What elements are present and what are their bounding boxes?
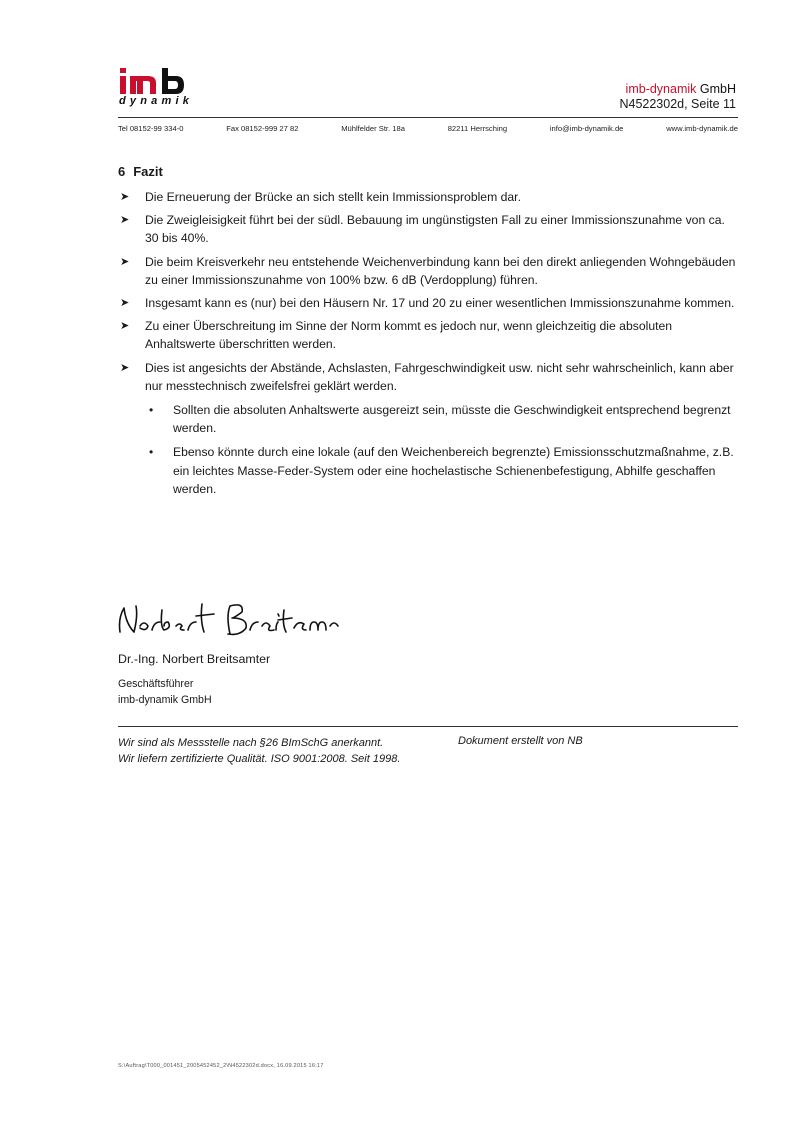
arrow-bullet-icon: ➤ [120, 255, 130, 268]
file-path: S:\Auftrag\T000_001451_2005452452_2\N4522302d.docx, 16.09.2015 16:17 [118, 1063, 324, 1069]
list-item-text: Dies ist angesichts der Abstände, Achslasten, Fahrgeschwindigkeit usw. nicht sehr wahrscheinlich, kann aber nur messtechnisch zweifelsfrei geklärt werden. [145, 360, 734, 393]
arrow-bullet-icon: ➤ [120, 191, 130, 203]
sub-list-item [118, 401, 738, 437]
company-suffix: GmbH [696, 82, 736, 96]
list-item [118, 211, 738, 247]
list-item-text: Insgesamt kann es (nur) bei den Häusern Nr. 17 und 20 zu einer wesentlichen Immissionszunahme kommen. [145, 296, 735, 311]
contact-web[interactable]: www.imb-dynamik.de [666, 124, 738, 133]
list-item [118, 359, 738, 395]
contact-email[interactable]: info@imb-dynamik.de [549, 124, 624, 133]
certification-note [118, 735, 400, 767]
contact-tel: Tel 08152-99 334-0 [118, 124, 184, 133]
list-item [118, 188, 738, 206]
sub-list-item [118, 443, 738, 498]
list-item-text: Die Zweigleisigkeit führt bei der südl. Bebauung im ungünstigsten Fall zu einer Immissionszunahme von ca. 30 bis 40%. [145, 213, 725, 246]
conclusion-list [118, 188, 738, 504]
list-item-text: Zu einer Überschreitung im Sinne der Norm kommt es jedoch nur, wenn gleichzeitig die absoluten Anhaltswerte überschritten werden. [145, 319, 673, 352]
list-item [118, 294, 738, 312]
section-title: Fazit [133, 164, 163, 179]
contact-fax: Fax 08152-999 27 82 [226, 124, 299, 133]
dot-bullet-icon: • [149, 403, 154, 418]
company-name [619, 82, 736, 97]
contact-row [118, 124, 738, 133]
arrow-bullet-icon: ➤ [120, 361, 130, 374]
footer-divider [118, 726, 738, 727]
signer-name: Dr.-Ing. Norbert Breitsamter [118, 652, 271, 666]
company-brand: imb-dynamik [625, 82, 697, 96]
sub-list-item-text: Ebenso könnte durch eine lokale (auf den Weichenbereich begrenzte) Emissionsschutzmaßnahme, z.B. ein leichtes Masse-Feder-System oder eine hochelastische Schienenbefestigung, Abhilfe geschaffen werden. [173, 445, 734, 496]
list-item [118, 317, 738, 353]
handwritten-signature [114, 596, 344, 646]
document-author: Dokument erstellt von NB [458, 735, 583, 747]
certification-line-2: Wir liefern zertifizierte Qualität. ISO 9001:2008. Seit 1998. [118, 753, 401, 765]
list-item-text: Die beim Kreisverkehr neu entstehende Weichenverbindung kann bei den direkt anliegenden Wohngebäuden zu einer Immissionszunahme von 100% bzw. 6 dB (Verdopplung) führen. [145, 254, 736, 287]
arrow-bullet-icon: ➤ [120, 320, 130, 333]
contact-city: 82211 Herrsching [447, 124, 508, 133]
signer-details [118, 676, 212, 708]
company-block [619, 82, 736, 112]
list-item-text: Die Erneuerung der Brücke an sich stellt kein Immissionsproblem dar. [145, 190, 521, 204]
sub-list-item-text: Sollten die absoluten Anhaltswerte ausgereizt sein, müsste die Geschwindigkeit entsprechend begrenzt werden. [173, 403, 731, 436]
arrow-bullet-icon: ➤ [120, 297, 130, 310]
section-heading [118, 164, 163, 179]
dot-bullet-icon: • [149, 445, 154, 460]
section-number: 6 [118, 164, 126, 179]
logo-subtext: dynamik [119, 95, 194, 107]
doc-reference: N4522302d, Seite 11 [619, 97, 736, 111]
signer-role: Geschäftsführer [118, 678, 194, 690]
certification-line-1: Wir sind als Messstelle nach §26 BImSchG anerkannt. [118, 737, 384, 749]
signer-company: imb-dynamik GmbH [118, 694, 212, 706]
header-divider [118, 117, 738, 118]
arrow-bullet-icon: ➤ [120, 214, 130, 227]
list-item [118, 253, 738, 289]
contact-street: Mühlfelder Str. 18a [341, 124, 405, 133]
